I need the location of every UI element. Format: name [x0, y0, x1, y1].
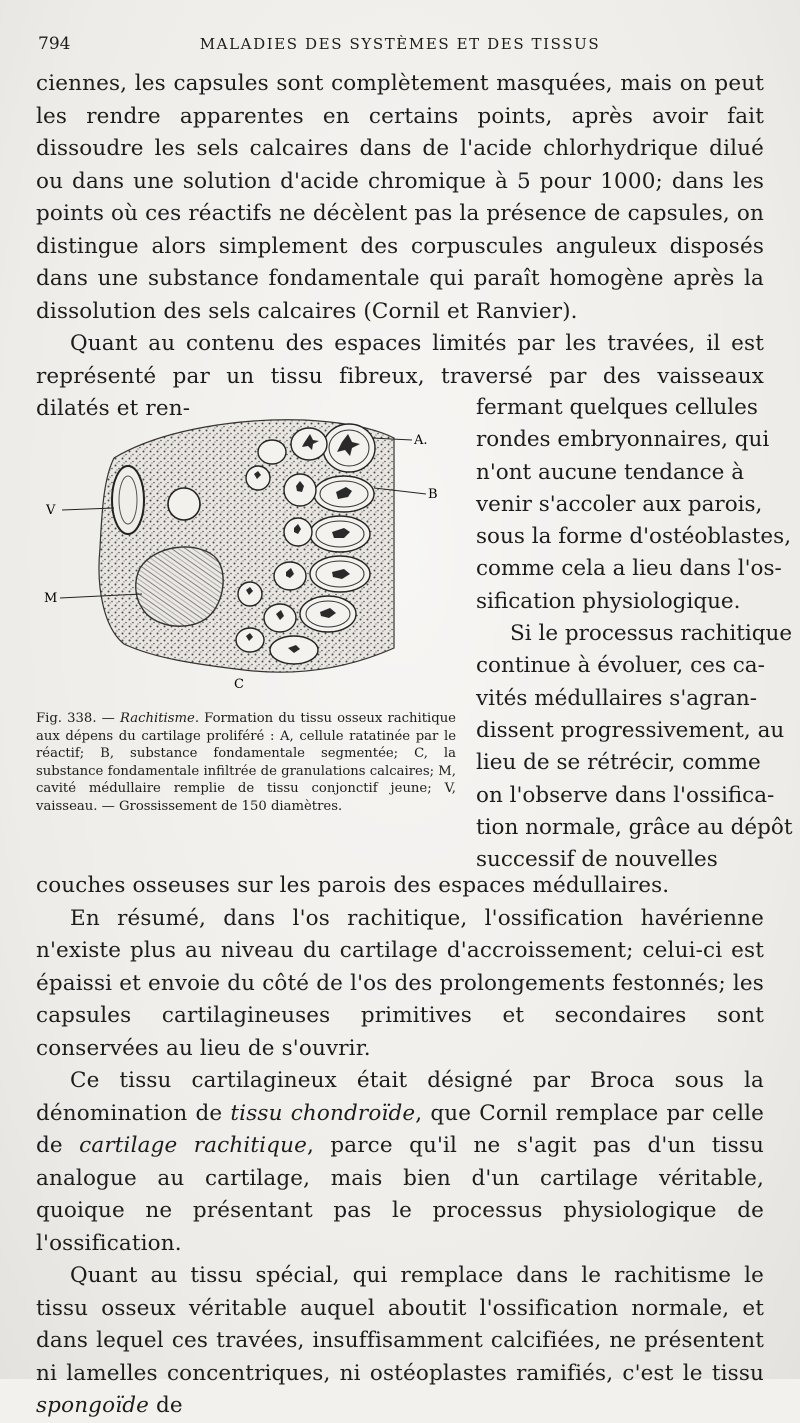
- side-column-text: [476, 392, 793, 876]
- para4-text-c: , que Cornil remplace par celle de: [36, 1100, 764, 1158]
- side-line: sous la forme d'ostéoblastes,: [476, 524, 792, 550]
- side-line: dissent progressivement, au: [476, 717, 785, 743]
- page-number: 794: [38, 34, 71, 54]
- para5-text-c: de: [149, 1393, 183, 1418]
- label-v: V: [46, 503, 56, 518]
- label-c: C: [234, 677, 244, 690]
- side-line: n'ont aucune tendance à: [476, 459, 745, 485]
- caption-number: Fig. 338. —: [36, 711, 115, 726]
- side-line: comme cela a lieu dans l'os-: [476, 556, 782, 582]
- top-text-block: [36, 68, 764, 426]
- side-line: sification physiologique.: [476, 588, 741, 614]
- figure-caption: [36, 710, 456, 816]
- page-header: [38, 34, 762, 58]
- figure-338: [36, 398, 464, 858]
- term-spongoide: spongoïde: [36, 1393, 150, 1418]
- side-line: rondes embryonnaires, qui: [476, 427, 770, 453]
- line-after-figure: couches osseuses sur les parois des espaces médullaires.: [36, 873, 670, 898]
- para4-text-a: Ce tissu cartilagineux était désigné par Broca sous la dénomination de: [36, 1068, 764, 1126]
- term-cartilage-rachitique: cartilage rachitique: [79, 1133, 307, 1158]
- side-line: vités médullaires s'agran-: [476, 685, 758, 711]
- paragraph-special-tissue: [36, 1260, 764, 1423]
- side-line: venir s'accoler aux parois,: [476, 491, 763, 517]
- caption-text: Formation du tissu osseux rachitique aux dépens du cartilage proliféré : A, cellule ratatinée par le réactif; B, substance fondamentale segmentée; C, la substance fondamentale infiltrée de granulations calcaires; M, cavité médullaire remplie de tissu conjonctif jeune; V, vaisseau. — Grossissement de 150 diamètres.: [36, 711, 456, 814]
- side-line: successif de nouvelles: [476, 847, 718, 873]
- caption-title: Rachitisme.: [120, 711, 200, 726]
- side-line: fermant quelques cellules: [476, 395, 758, 420]
- paragraph-summary: En résumé, dans l'os rachitique, l'ossification havérienne n'existe plus au niveau du cartilage d'accroissement; celui-ci est épaissi et envoie du côté de l'os des prolongements festonnés; les capsules cartilagineuses primitives et secondaires sont conservées au lieu de s'ouvrir.: [36, 905, 764, 1061]
- term-tissu-chondroide: tissu chondroïde: [230, 1100, 416, 1126]
- label-a: A.: [414, 433, 428, 448]
- running-head: MALADIES DES SYSTÈMES ET DES TISSUS: [199, 35, 601, 53]
- side-line: on l'observe dans l'ossifica-: [476, 782, 775, 808]
- paragraph-continued: ciennes, les capsules sont complètement masquées, mais on peut les rendre apparentes en certains points, après avoir fait dissoudre les sels calcaires dans de l'acide chlorhydrique dilué ou dans une solution d'acide chromique à 5 pour 1000; dans les points où ces réactifs ne décèlent pas la présence de capsules, on distingue alors simplement des corpuscules anguleux disposés dans une substance fondamentale qui paraît homogène après la dissolution des sels calcaires (Cornil et Ranvier).: [36, 71, 764, 324]
- paragraph-contents: Quant au contenu des espaces limités par les travées, il est représenté par un tissu fibreux, traversé par des vaisseaux dilatés et ren-: [36, 331, 764, 421]
- histology-illustration: [44, 408, 460, 690]
- side-line: Si le processus rachitique: [510, 621, 793, 647]
- side-line: lieu de se rétrécir, comme: [476, 750, 761, 776]
- label-m: M: [44, 591, 58, 606]
- bottom-text-block: [36, 870, 764, 1423]
- side-line: tion normale, grâce au dépôt: [476, 814, 793, 840]
- label-b: B: [428, 487, 438, 502]
- side-line: continue à évoluer, ces ca-: [476, 653, 765, 679]
- paragraph-broca: [36, 1065, 764, 1260]
- para5-text-a: Quant au tissu spécial, qui remplace dans le rachitisme le tissu osseux véritable auquel aboutit l'ossification normale, et dans lequel ces travées, insuffisamment calcifiées, ne présentent ni lamelles concentriques, ni ostéoplastes ramifiés, c'est le tissu: [36, 1263, 764, 1386]
- para4-text-e: , parce qu'il ne s'agit pas d'un tissu analogue au cartilage, mais bien d'un cartilage véritable, quoique ne présentant pas le processus physiologique de l'ossification.: [36, 1133, 764, 1256]
